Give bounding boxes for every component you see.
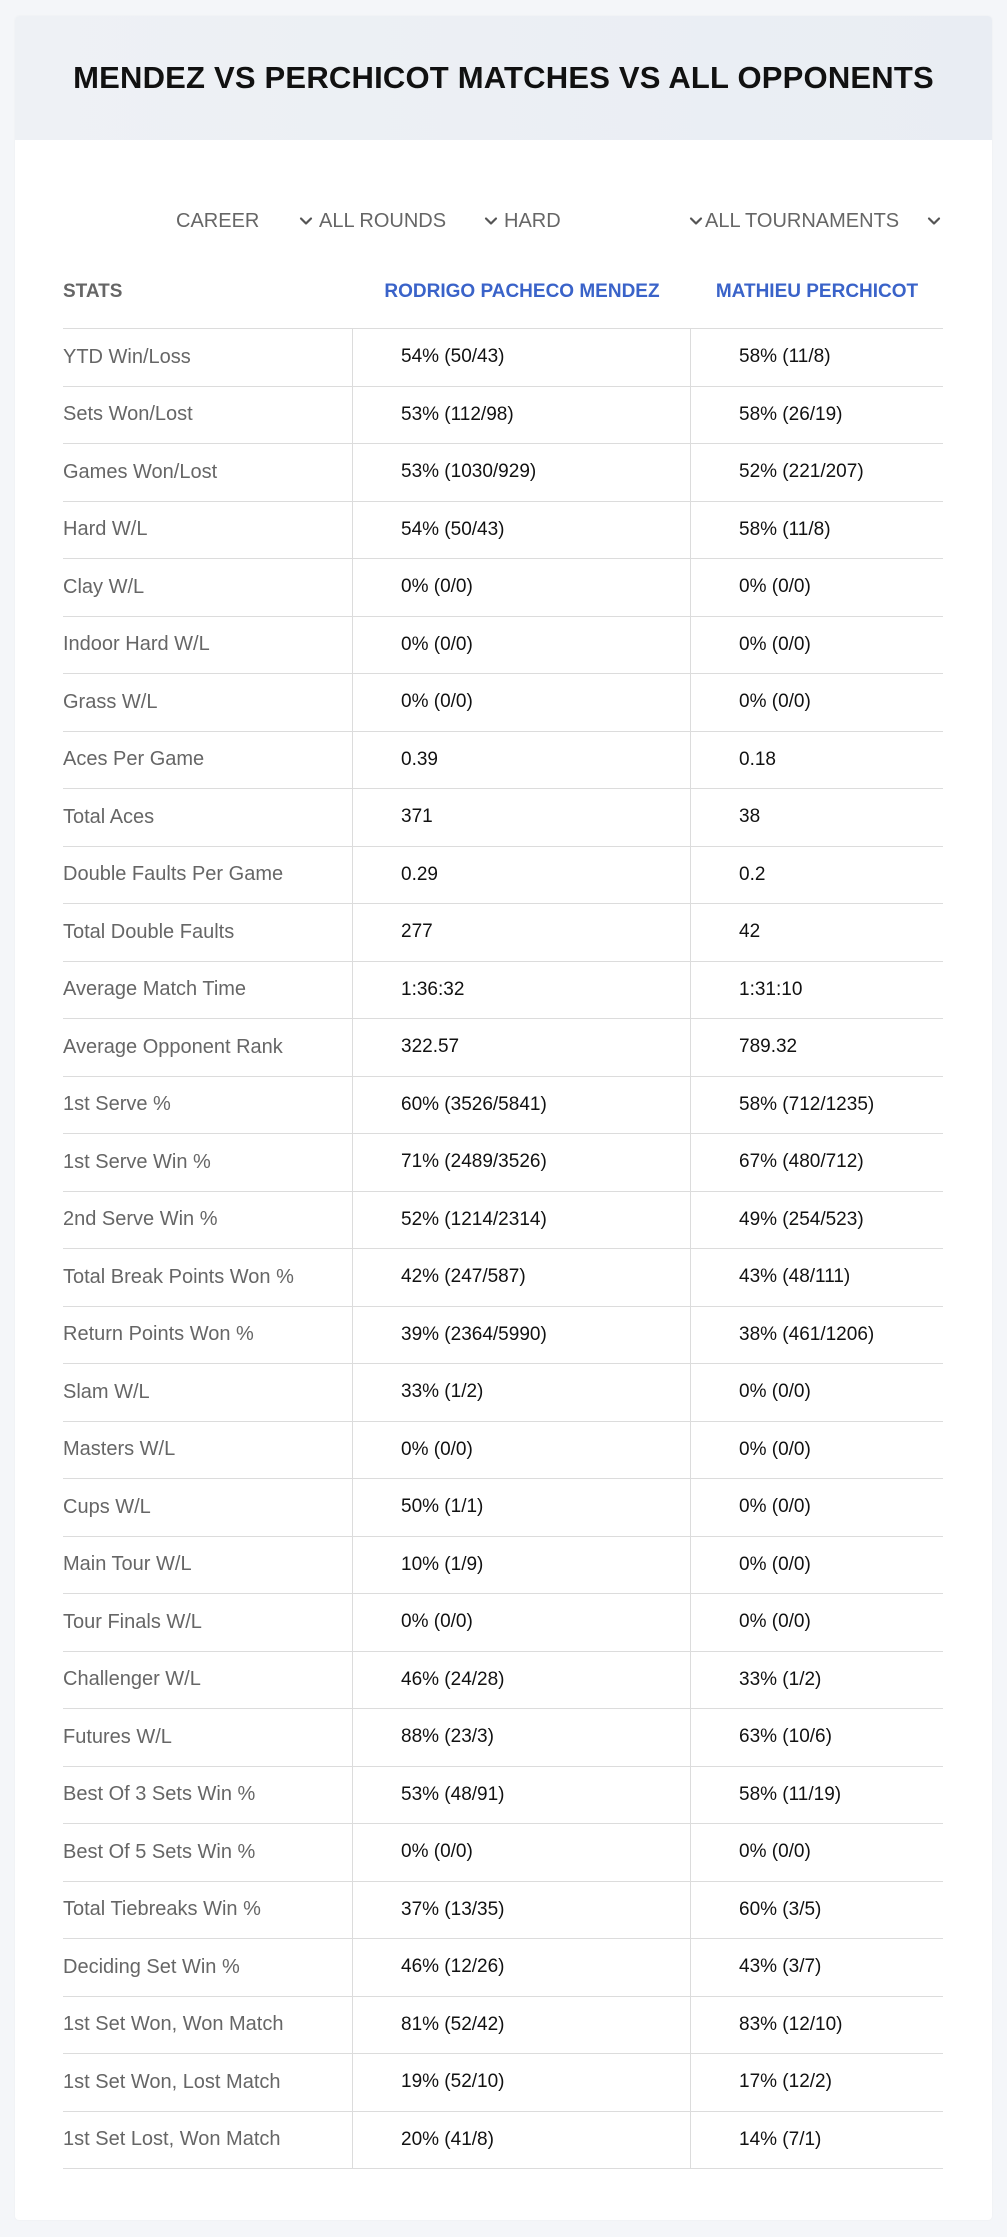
table-row [63,2112,943,2170]
player-1-value: 33% (1/2) [353,1364,691,1421]
player-2-value: 58% (712/1235) [739,1093,875,1115]
tournament-filter-value: ALL TOURNAMENTS [705,209,900,232]
player-1-value: 53% (1030/929) [353,444,691,501]
player-2-value: 0% (0/0) [739,633,811,655]
stat-label: Double Faults Per Game [63,847,353,904]
table-row [63,1594,943,1652]
player-2-value: 0% (0/0) [739,1841,811,1863]
player-2-value: 63% (10/6) [739,1726,832,1748]
table-row [63,1019,943,1077]
stat-label: 2nd Serve Win % [63,1192,353,1249]
stat-label: Aces Per Game [63,732,353,789]
player-1-value: 54% (50/43) [353,502,691,559]
player-2-value: 0% (0/0) [739,1438,811,1460]
player-1-value: 46% (24/28) [353,1652,691,1709]
table-row [63,559,943,617]
stat-label: Tour Finals W/L [63,1594,353,1651]
table-row [63,1134,943,1192]
period-filter[interactable] [176,196,313,246]
player-2-value: 0% (0/0) [739,1496,811,1518]
stats-card [15,16,992,2220]
player-2-value: 58% (11/19) [739,1783,842,1805]
table-row [63,617,943,675]
player-2-value: 60% (3/5) [739,1898,822,1920]
player-2-value: 14% (7/1) [739,2128,822,2150]
player-2-value: 43% (3/7) [739,1956,822,1978]
player-1-value: 371 [353,789,691,846]
player-1-value: 19% (52/10) [353,2054,691,2111]
stat-label: Average Opponent Rank [63,1019,353,1076]
player-1-value: 0% (0/0) [353,674,691,731]
player-1-value: 60% (3526/5841) [353,1077,691,1134]
table-row [63,2054,943,2112]
player-1-value: 52% (1214/2314) [353,1192,691,1249]
stat-label: Total Break Points Won % [63,1249,353,1306]
stat-label: Total Double Faults [63,904,353,961]
stat-label: 1st Set Won, Won Match [63,1997,353,2054]
stat-label: YTD Win/Loss [63,329,353,386]
player-2-value: 58% (11/8) [739,346,831,368]
stat-label: Main Tour W/L [63,1537,353,1594]
player-1-value: 81% (52/42) [353,1997,691,2054]
filter-bar [15,196,992,246]
player-1-value: 1:36:32 [353,962,691,1019]
player-1-value: 39% (2364/5990) [353,1307,691,1364]
player-2-value: 83% (12/10) [739,2013,843,2035]
table-row [63,789,943,847]
stat-label: Best Of 5 Sets Win % [63,1824,353,1881]
table-row [63,1422,943,1480]
stat-label: 1st Set Lost, Won Match [63,2112,353,2169]
player-2-value: 38% (461/1206) [739,1323,875,1345]
table-row [63,904,943,962]
table-row [63,847,943,905]
stat-label: Sets Won/Lost [63,387,353,444]
column-header-player-1[interactable]: RODRIGO PACHECO MENDEZ [384,281,660,302]
player-1-value: 88% (23/3) [353,1709,691,1766]
table-row [63,1537,943,1595]
stat-label: Clay W/L [63,559,353,616]
stat-label: 1st Serve % [63,1077,353,1134]
period-filter-value: CAREER [176,209,260,232]
player-1-value: 0% (0/0) [353,1824,691,1881]
player-1-value: 50% (1/1) [353,1479,691,1536]
table-row [63,1652,943,1710]
chevron-down-icon [689,214,703,228]
player-2-value: 0% (0/0) [739,1553,811,1575]
stat-label: Masters W/L [63,1422,353,1479]
chevron-down-icon [927,214,941,228]
player-1-value: 0% (0/0) [353,617,691,674]
card-header [15,16,992,140]
player-2-value: 42 [739,921,761,943]
table-row [63,1307,943,1365]
stat-label: Return Points Won % [63,1307,353,1364]
table-row [63,674,943,732]
stat-label: Best Of 3 Sets Win % [63,1767,353,1824]
player-2-value: 17% (12/2) [739,2071,832,2093]
table-row [63,732,943,790]
table-row [63,502,943,560]
player-2-value: 52% (221/207) [739,461,864,483]
player-1-value: 0% (0/0) [353,1594,691,1651]
player-1-value: 54% (50/43) [353,329,691,386]
table-row [63,1249,943,1307]
player-2-value: 0% (0/0) [739,576,811,598]
surface-filter-value: HARD [504,209,561,232]
player-1-value: 10% (1/9) [353,1537,691,1594]
table-row [63,1824,943,1882]
stat-label: Slam W/L [63,1364,353,1421]
player-1-value: 53% (48/91) [353,1767,691,1824]
player-2-value: 43% (48/111) [739,1266,851,1288]
player-2-value: 0.18 [739,748,776,770]
player-2-value: 58% (26/19) [739,403,843,425]
player-2-value: 49% (254/523) [739,1208,864,1230]
column-header-stats: STATS [63,281,123,302]
player-1-value: 53% (112/98) [353,387,691,444]
table-row [63,1077,943,1135]
player-1-value: 0.39 [353,732,691,789]
chevron-down-icon [484,214,498,228]
round-filter[interactable] [319,196,498,246]
column-header-player-2[interactable]: MATHIEU PERCHICOT [715,281,919,302]
player-1-value: 46% (12/26) [353,1939,691,1996]
player-1-value: 0.29 [353,847,691,904]
table-row [63,444,943,502]
stat-label: Indoor Hard W/L [63,617,353,674]
player-1-value: 322.57 [353,1019,691,1076]
player-1-value: 71% (2489/3526) [353,1134,691,1191]
surface-filter[interactable] [504,196,703,246]
stat-label: Deciding Set Win % [63,1939,353,1996]
table-row [63,962,943,1020]
table-row [63,1882,943,1940]
player-1-value: 0% (0/0) [353,1422,691,1479]
table-row [63,1767,943,1825]
stats-table [63,256,943,2169]
table-row [63,1709,943,1767]
player-1-value: 37% (13/35) [353,1882,691,1939]
table-row [63,1939,943,1997]
stat-label: Challenger W/L [63,1652,353,1709]
player-1-value: 0% (0/0) [353,559,691,616]
stat-label: Grass W/L [63,674,353,731]
player-2-value: 67% (480/712) [739,1151,864,1173]
stat-label: Hard W/L [63,502,353,559]
table-row [63,1479,943,1537]
player-2-value: 0% (0/0) [739,1381,811,1403]
player-2-value: 1:31:10 [739,978,803,1000]
stat-label: Total Aces [63,789,353,846]
table-row [63,1364,943,1422]
stat-label: Cups W/L [63,1479,353,1536]
table-row [63,329,943,387]
player-2-value: 789.32 [739,1036,798,1058]
round-filter-value: ALL ROUNDS [319,209,447,232]
stat-label: Average Match Time [63,962,353,1019]
player-2-value: 33% (1/2) [739,1668,822,1690]
stat-label: 1st Set Won, Lost Match [63,2054,353,2111]
player-1-value: 42% (247/587) [353,1249,691,1306]
player-1-value: 20% (41/8) [353,2112,691,2169]
table-header [63,256,943,329]
player-1-value: 277 [353,904,691,961]
table-row [63,1997,943,2055]
page-title: MENDEZ VS PERCHICOT MATCHES VS ALL OPPONENTS [73,60,934,95]
tournament-filter[interactable] [705,196,941,246]
stat-label: Futures W/L [63,1709,353,1766]
stat-label: Total Tiebreaks Win % [63,1882,353,1939]
stat-label: Games Won/Lost [63,444,353,501]
table-row [63,387,943,445]
chevron-down-icon [299,214,313,228]
player-2-value: 0.2 [739,863,766,885]
player-2-value: 38 [739,806,761,828]
table-row [63,1192,943,1250]
table-body [63,329,943,2169]
stat-label: 1st Serve Win % [63,1134,353,1191]
player-2-value: 0% (0/0) [739,1611,811,1633]
player-2-value: 58% (11/8) [739,518,831,540]
player-2-value: 0% (0/0) [739,691,811,713]
